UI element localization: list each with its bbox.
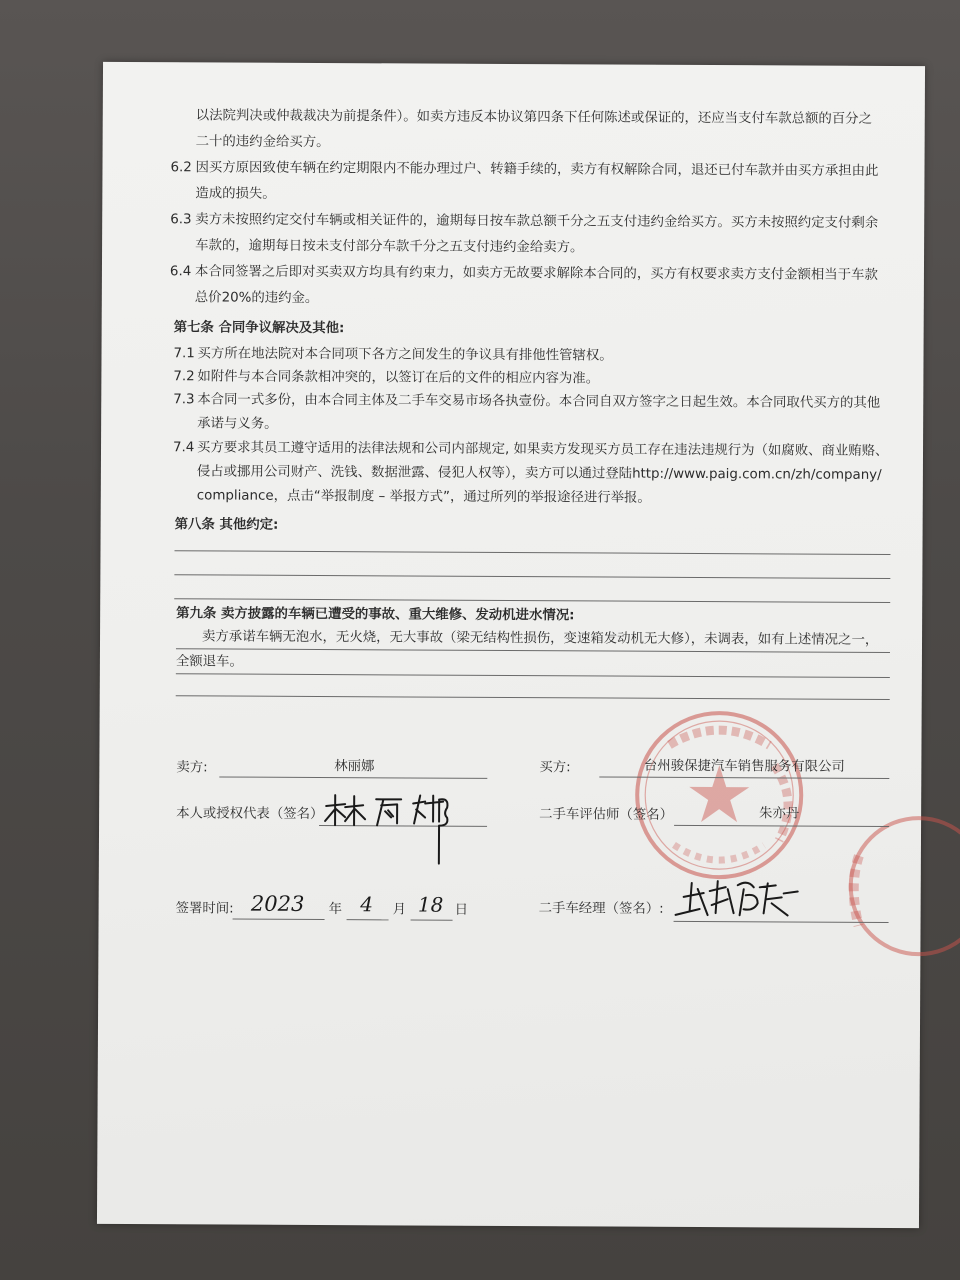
clause-6-4-line-1: 本合同签署之后即对买卖双方均具有约束力，如卖方无故要求解除本合同的，买方有权要求卖方支付金额相当于车款 [194, 264, 878, 283]
article-7-heading: 第七条 合同争议解决及其他: [173, 320, 345, 337]
company-seal [629, 705, 810, 886]
clause-6-3-line-2: 车款的，逾期每日按未支付部分车款千分之五支付违约金给卖方。 [195, 238, 584, 256]
date-label: 签署时间: [175, 901, 234, 917]
representative-label: 本人或授权代表（签名） [176, 806, 324, 823]
month-line [347, 919, 389, 920]
clause-6-2-line-2: 造成的损失。 [195, 186, 276, 202]
blank-line [174, 574, 890, 579]
date-year: 2023 [250, 891, 305, 916]
clause-7-1-number: 7.1 [173, 346, 195, 362]
day-unit: 日 [454, 902, 469, 918]
clause-6-3-line-1: 卖方未按照约定交付车辆或相关证件的，逾期每日按车款总额千分之五支付违约金给买方。买方未按照约定支付剩余 [195, 212, 879, 231]
appraiser-name: 朱亦丹 [758, 806, 800, 822]
seller-label: 卖方: [176, 760, 208, 776]
month-unit: 月 [392, 902, 407, 918]
clause-6-4-line-2: 总价20%的违约金。 [194, 290, 319, 306]
contract-page [97, 62, 925, 1228]
date-day: 18 [417, 892, 444, 917]
clause-7-3-line-1: 本合同一式多份，由本合同主体及二手车交易市场各执壹份。本合同自双方签字之日起生效。本合同取代买方的其他 [197, 392, 881, 411]
clause-6-1-line-1: 以法院判决或仲裁裁决为前提条件）。如卖方违反本协议第四条下任何陈述或保证的，还应当支付车款总额的百分之 [195, 108, 873, 127]
clause-6-3-number: 6.3 [170, 212, 192, 228]
article-9-heading: 第九条 卖方披露的车辆已遭受的事故、重大维修、发动机进水情况: [176, 606, 575, 624]
day-line [411, 919, 453, 920]
article-8-heading: 第八条 其他约定: [174, 517, 279, 533]
clause-6-2-number: 6.2 [170, 160, 192, 176]
blank-line [174, 598, 890, 603]
clause-6-1-line-2: 二十的违约金给买方。 [195, 134, 330, 151]
clause-7-4-number: 7.4 [172, 440, 195, 456]
clause-7-3-line-2: 承诺与义务。 [197, 416, 278, 432]
manager-label: 二手车经理（签名）: [538, 901, 664, 917]
year-unit: 年 [328, 902, 343, 918]
buyer-label: 买方: [539, 760, 571, 776]
clause-7-1-line-1: 买方所在地法院对本合同项下各方之间发生的争议具有排他性管辖权。 [197, 346, 613, 364]
article-9-line-1: 卖方承诺车辆无泡水，无火烧，无大事故（梁无结构性损伤，变速箱发动机无大修），未调表，如有上述情况之一， [201, 629, 879, 648]
seller-name: 林丽娜 [334, 759, 375, 775]
blank-line [176, 695, 890, 700]
underline [176, 673, 890, 678]
blank-line [174, 550, 890, 555]
buyer-name: 台州骏保捷汽车销售服务有限公司 [643, 758, 845, 775]
clause-6-2-line-1: 因买方原因致使车辆在约定期限内不能办理过户、转籍手续的，卖方有权解除合同，退还已付车款并由买方承担由此 [195, 160, 879, 179]
company-seal-partial [838, 806, 939, 967]
clause-7-2-line-1: 如附件与本合同条款相冲突的，以签订在后的文件的相应内容为准。 [197, 369, 600, 387]
year-line [233, 919, 325, 920]
seller-line [219, 776, 487, 778]
clause-7-2-number: 7.2 [173, 369, 195, 385]
appraiser-label: 二手车评估师（签名） [539, 807, 674, 823]
date-month: 4 [360, 892, 374, 917]
clause-7-4-line-3: compliance，点击“举报制度 – 举报方式”，通过所列的举报途径进行举报。 [196, 488, 651, 506]
clause-7-3-number: 7.3 [173, 392, 195, 408]
clause-7-4-line-2: 侵占或挪用公司财产、洗钱、数据泄露、侵犯人权等），卖方可以通过登陆http://www.paig.com.cn/zh/company/ [196, 464, 882, 483]
clause-7-4-line-1: 买方要求其员工遵守适用的法律法规和公司内部规定, 如果卖方发现买方员工存在违法违规行为（如腐败、商业贿赂、 [196, 440, 889, 459]
seller-handwritten-signature [321, 791, 471, 872]
manager-handwritten-signature [674, 875, 814, 926]
article-9-line-2: 全额退车。 [175, 654, 243, 670]
clause-6-4-number: 6.4 [169, 264, 192, 280]
